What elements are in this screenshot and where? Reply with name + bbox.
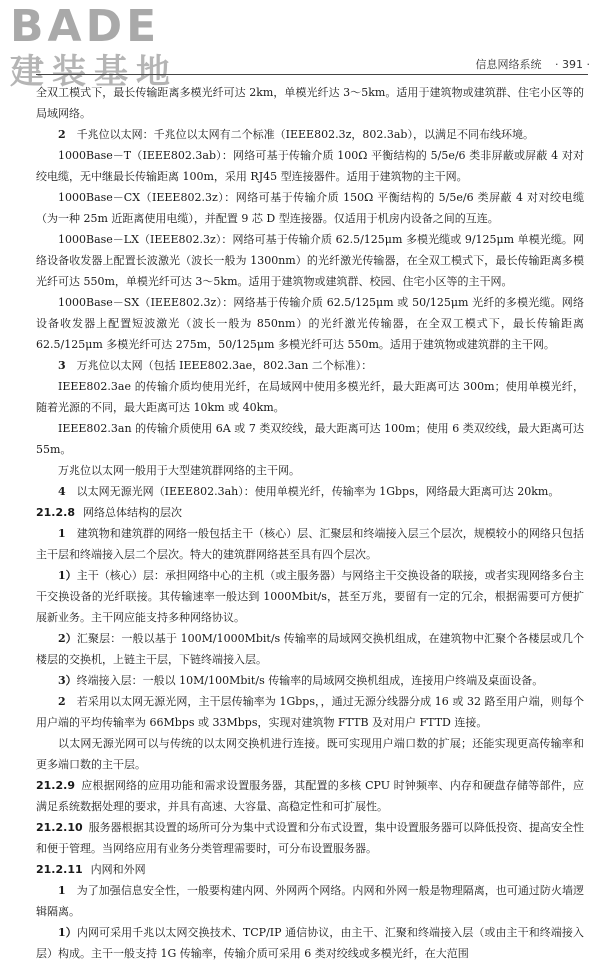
paragraph-text: 应根据网络的应用功能和需求设置服务器，其配置的多核 CPU 时钟频率、内存和硬盘存储等部件，应满足系统数据处理的要求，并具有高速、大容量、高稳定性和可扩展性。 (36, 779, 584, 813)
paragraph (36, 880, 584, 922)
paragraph-text: 内网可采用千兆以太网交换技术、TCP/IP 通信协议，由主干、汇聚和终端接入层（或由主干和终端接入层）构成。主干一般支持 1G 传输率，传输介质可采用 6 类对绞线或多模光纤，在大范围 (36, 926, 585, 960)
paragraph (36, 355, 584, 376)
item-number: 1） (58, 569, 77, 582)
paragraph: 1000Base－CX（IEEE802.3z）：网络可基于传输介质 150Ω 平衡结构的 5/5e/6 类屏蔽 4 对对绞电缆（为一种 25m 近距离使用电缆），并配置 9 芯 D 型连接器。仅适用于机房内设备之间的互连。 (36, 191, 584, 225)
paragraph-text: 终端接入层：一般以 10M/100Mbit/s 传输率的局域网交换机组成，连接用户终端及桌面设备。 (76, 674, 544, 687)
paragraph (36, 481, 584, 502)
section-heading (36, 502, 584, 523)
running-header (430, 56, 590, 72)
section-title: 内网和外网 (90, 863, 146, 876)
paragraph-text: 服务器根据其设置的场所可分为集中式设置和分布式设置，集中设置服务器可以降低投资、提高安全性和便于管理。当网络应用有业务分类管理需要时，可分布设置服务器。 (36, 821, 584, 855)
paragraph (36, 565, 584, 628)
paragraph (36, 691, 584, 733)
header-divider (36, 74, 588, 75)
paragraph (36, 775, 584, 817)
paragraph: 1000Base－T（IEEE802.3ab）：网络可基于传输介质 100Ω 平衡结构的 5/5e/6 类非屏蔽或屏蔽 4 对对绞电缆，无中继最长传输距离 100m，采用 RJ45 型连接器件。适用于建筑物的主干网。 (36, 149, 584, 183)
logo-chinese-name: 建装基地 (10, 52, 178, 92)
paragraph-text: 万兆位以太网（包括 IEEE802.3ae，802.3an 二个标准）： (76, 359, 373, 372)
section-number: 21.2.8 (36, 506, 75, 519)
logo-wordmark: BADE (10, 1, 161, 52)
paragraph: IEEE802.3an 的传输介质使用 6A 或 7 类双绞线，最大距离可达 100m；使用 6 类双绞线，最大距离可达 55m。 (36, 422, 584, 456)
paragraph (36, 523, 584, 565)
paragraph-text: 为了加强信息安全性，一般要构建内网、外网两个网络。内网和外网一般是物理隔离，也可通过防火墙逻辑隔离。 (36, 884, 585, 918)
item-number: 4 (58, 485, 66, 498)
paragraph (36, 124, 584, 145)
section-title: 网络总体结构的层次 (82, 506, 182, 519)
paragraph: 1000Base－SX（IEEE802.3z）：网络基于传输介质 62.5/125μm 或 50/125μm 光纤的多模光缆。网络设备收发器上配置短波激光（波长一般为 850nm）的光纤激光传输器，在全双工模式下，最长传输距离62.5/125μm 多模光纤可达 275m，50/125μm 多模光纤可达 550m。适用于建筑物或建筑群的主干网。 (36, 296, 584, 351)
item-number: 2） (58, 632, 77, 645)
item-number: 1） (58, 926, 77, 939)
paragraph: 1000Base－LX（IEEE802.3z）：网络可基于传输介质 62.5/125μm 多模光缆或 9/125μm 单模光缆。网络设备收发器上配置长波激光（波长一般为 1300nm）的光纤激光传输器，在全双工模式下，最长传输距离多模光纤可达 550m，单模光纤可达 3～5km。适用于建筑物或建筑群、校园、住宅小区等的主干网。 (36, 233, 584, 288)
paragraph: 全双工模式下，最长传输距离多模光纤可达 2km，单模光纤达 3～5km。适用于建筑物或建筑群、住宅小区等的局域网络。 (36, 86, 584, 120)
item-number: 2 (58, 128, 66, 141)
paragraph-text: 以太网无源光网（IEEE802.3ah）：使用单模光纤，传输率为 1Gbps，网络最大距离可达 20km。 (76, 485, 560, 498)
section-number: 21.2.9 (36, 779, 75, 792)
item-number: 2 (58, 695, 66, 708)
section-heading (36, 859, 584, 880)
paragraph: 以太网无源光网可以与传统的以太网交换机进行连接。既可实现用户端口数的扩展；还能实现更高传输率和更多端口数的主干层。 (36, 737, 584, 771)
paragraph-text: 千兆位以太网：千兆位以太网有二个标准（IEEE802.3z，802.3ab），以满足不同布线环境。 (76, 128, 534, 141)
page-number: · 391 · (555, 58, 590, 71)
paragraph-text: 建筑物和建筑群的网络一般包括主干（核心）层、汇聚层和终端接入层三个层次，规模较小的网络只包括主干层和终端接入层二个层次。特大的建筑群网络甚至具有四个层次。 (36, 527, 585, 561)
paragraph-text: 汇聚层：一般以基于 100M/1000Mbit/s 传输率的局域网交换机组成，在建筑物中汇聚个各楼层或几个楼层的交换机，上链主干层，下链终端接入层。 (36, 632, 585, 666)
item-number: 1 (58, 884, 66, 897)
paragraph-text: 若采用以太网无源光网，主干层传输率为 1Gbps，，通过无源分线器分成 16 或 32 路至用户端，则每个用户端的平均传输率为 66Mbps 或 33Mbps，实现对建筑物 FTTB 及对用户 FTTD 连接。 (36, 695, 584, 729)
paragraph: 万兆位以太网一般用于大型建筑群网络的主干网。 (58, 464, 300, 477)
paragraph (36, 670, 584, 691)
paragraph (36, 628, 584, 670)
paragraph-text: 主干（核心）层：承担网络中心的主机（或主服务器）与网络主干交换设备的联接，或者实现网络多台主干交换设备的光纤联接。其传输速率一般达到 1000Mbit/s，甚至万兆，要留有一定的冗余，根据需要可方便扩展新业务。主干网应能支持多种网络协议。 (36, 569, 585, 624)
section-number: 21.2.11 (36, 863, 83, 876)
header-title: 信息网络系统 (475, 58, 542, 71)
paragraph: IEEE802.3ae 的传输介质均使用光纤，在局域网中使用多模光纤，最大距离可达 300m；使用单模光纤，随着光源的不同，最大距离可达 10km 或 40km。 (36, 380, 584, 414)
page-body (36, 82, 584, 964)
paragraph (36, 817, 584, 859)
item-number: 1 (58, 527, 66, 540)
item-number: 3 (58, 359, 66, 372)
section-number: 21.2.10 (36, 821, 83, 834)
paragraph (36, 922, 584, 964)
item-number: 3） (58, 674, 77, 687)
